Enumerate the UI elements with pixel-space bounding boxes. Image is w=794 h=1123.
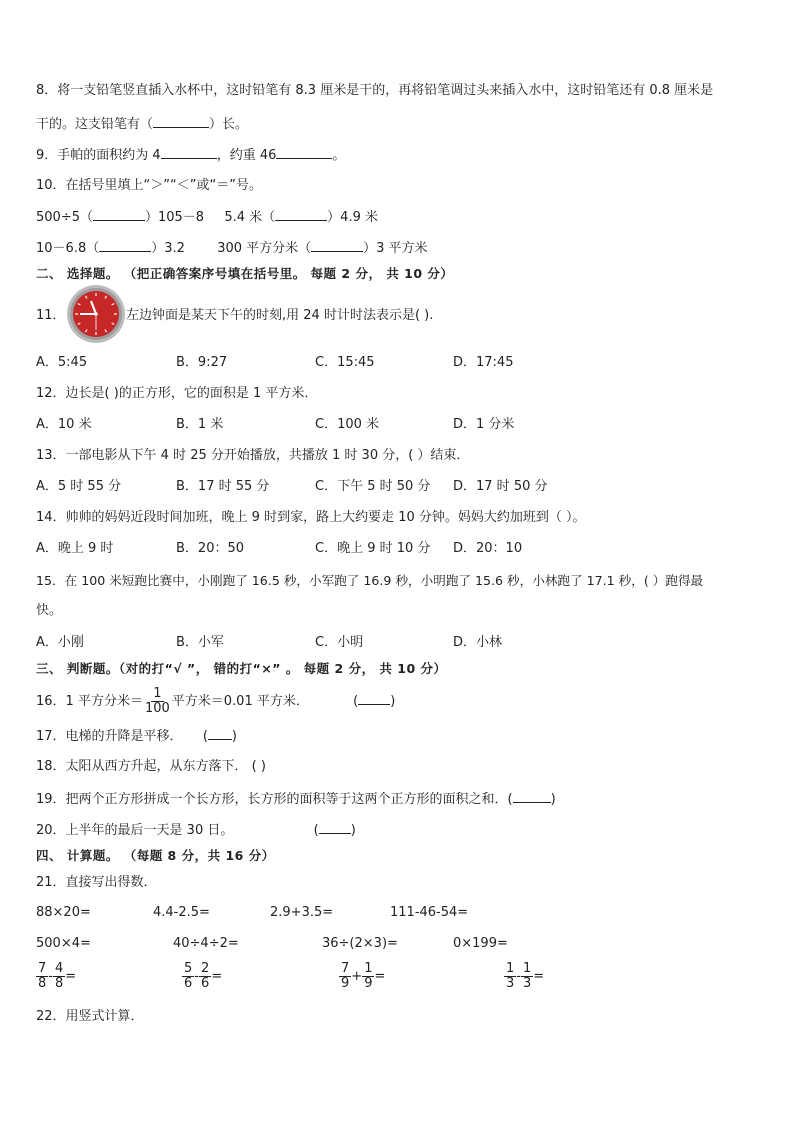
q20-paren-open: (	[313, 823, 319, 838]
q21-r2-c3: 36÷(2×3)=	[322, 936, 398, 951]
q21-f4-b	[521, 962, 533, 991]
q14-option-c[interactable]: C．晚上 9 时 10 分	[315, 541, 431, 556]
q13-option-d[interactable]: D．17 时 50 分	[453, 479, 548, 494]
q17-answer-blank[interactable]	[208, 727, 232, 740]
q18-text: 18．太阳从西方升起，从东方落下． ( )	[36, 759, 266, 774]
q22-title: 22．用竖式计算．	[36, 1009, 144, 1024]
q9-blank-2[interactable]	[276, 146, 332, 159]
q12-option-b[interactable]: B．1 米	[176, 417, 224, 432]
q21-f3-a-den: 9	[341, 976, 350, 991]
q9-blank-1[interactable]	[161, 146, 217, 159]
q8-line1: 8．将一支铅笔竖直插入水杯中，这时铅笔有 8.3 厘米是干的，再将铅笔调过头来插入水中，这时铅笔还有 0.8 厘米是	[36, 83, 714, 98]
q10-r2-c: 300 平方分米（	[217, 241, 312, 256]
q21-f1-a-num: 7	[38, 961, 47, 976]
wall-clock-icon	[66, 284, 126, 344]
q8-answer-blank[interactable]	[153, 115, 209, 128]
q21-f2-a-num: 5	[184, 961, 193, 976]
q21-f1-eq: =	[65, 969, 77, 984]
q16-line	[36, 686, 395, 718]
q21-title: 21．直接写出得数．	[36, 875, 157, 890]
q21-f4-a	[504, 962, 516, 991]
q21-f3-b	[362, 962, 374, 991]
q9-line	[36, 146, 345, 165]
q21-f4-eq: =	[533, 969, 545, 984]
q13-option-b[interactable]: B．17 时 55 分	[176, 479, 270, 494]
q10-r1-d: ）4.9 米	[327, 210, 378, 225]
q21-r2-c2: 40÷4÷2=	[173, 936, 239, 951]
q17-paren-open: (	[202, 729, 208, 744]
q8-line2	[36, 115, 248, 134]
q15-line1: 15．在 100 米短跑比赛中，小刚跑了 16.5 秒，小军跑了 16.9 秒，小明跑了 15.6 秒，小林跑了 17.1 秒，( ）跑得最	[36, 573, 704, 588]
q20-line	[36, 821, 356, 840]
q16-text-b: 平方米＝0.01 平方米．	[171, 694, 309, 709]
q19-paren-close: )	[550, 792, 556, 807]
q10-r1-c: 5.4 米（	[224, 210, 276, 225]
q21-f4-a-den: 3	[506, 976, 515, 991]
q21-r1-c1: 88×20=	[36, 905, 91, 920]
q16-paren-close: )	[390, 694, 396, 709]
q11-option-d[interactable]: D．17:45	[453, 355, 514, 370]
q21-r1-c4: 111-46-54=	[390, 905, 469, 920]
q14-option-a[interactable]: A．晚上 9 时	[36, 541, 114, 556]
q9-text-a: 9．手帕的面积约为 4	[36, 148, 161, 163]
q21-r1-c3: 2.9+3.5=	[270, 905, 334, 920]
q11-text: 左边钟面是某天下午的时刻,用 24 时计时法表示是( ).	[126, 308, 434, 323]
q13-option-c[interactable]: C．下午 5 时 50 分	[315, 479, 431, 494]
q21-f3-a	[339, 962, 351, 991]
q21-f1-b-num: 4	[54, 961, 64, 976]
q20-text: 20．上半年的最后一天是 30 日。	[36, 823, 234, 838]
q11-option-c[interactable]: C．15:45	[315, 355, 375, 370]
q21-f1-a	[36, 962, 48, 991]
q21-f2-op: -	[194, 969, 199, 984]
q15-option-b[interactable]: B．小军	[176, 635, 224, 650]
q11-option-b[interactable]: B．9:27	[176, 355, 228, 370]
q21-frac-expr-1	[36, 962, 76, 991]
q12-text: 12．边长是( )的正方形，它的面积是 1 平方米．	[36, 386, 318, 401]
q8-text-b: ）长。	[209, 117, 249, 132]
q21-f3-op: +	[351, 969, 363, 984]
q11-option-a[interactable]: A．5:45	[36, 355, 88, 370]
q16-denominator: 100	[144, 701, 170, 716]
q12-option-d[interactable]: D．1 分米	[453, 417, 515, 432]
q15-line2: 快。	[36, 603, 63, 618]
q9-text-c: 。	[332, 148, 346, 163]
q17-line	[36, 727, 237, 746]
q12-option-c[interactable]: C．100 米	[315, 417, 380, 432]
section-4-heading: 四、 计算题。 （每题 8 分，共 16 分）	[36, 848, 275, 863]
q21-f3-b-num: 1	[364, 961, 373, 976]
q21-f2-a-den: 6	[184, 976, 193, 991]
q21-r1-c2: 4.4-2.5=	[153, 905, 210, 920]
q14-option-d[interactable]: D．20：10	[453, 541, 523, 556]
q21-frac-expr-3	[339, 962, 385, 991]
q20-paren-close: )	[350, 823, 356, 838]
q10-title: 10．在括号里填上“＞”“＜”或“＝”号。	[36, 178, 262, 193]
q21-f4-op: -	[516, 969, 521, 984]
q11-number: 11．	[36, 308, 66, 323]
q19-text: 19．把两个正方形拼成一个长方形，长方形的面积等于这两个正方形的面积之和．(	[36, 792, 513, 807]
q21-f2-b-num: 2	[200, 961, 210, 976]
q12-option-a[interactable]: A．10 米	[36, 417, 92, 432]
q16-answer-blank[interactable]	[358, 692, 390, 705]
q21-f2-b	[199, 962, 211, 991]
q13-option-a[interactable]: A．5 时 55 分	[36, 479, 122, 494]
q21-f1-a-den: 8	[38, 976, 47, 991]
q21-f3-a-num: 7	[341, 961, 350, 976]
q21-f4-b-den: 3	[522, 976, 532, 991]
q21-f2-eq: =	[211, 969, 223, 984]
q19-line	[36, 790, 556, 809]
q21-frac-expr-2	[182, 962, 222, 991]
q10-row2	[36, 239, 428, 258]
q10-r2-d: ）3 平方米	[363, 241, 428, 256]
q21-r2-c4: 0×199=	[453, 936, 508, 951]
q10-r2-a: 10－6.8（	[36, 241, 100, 256]
q14-text: 14．帅帅的妈妈近段时间加班，晚上 9 时到家，路上大约要走 10 分钟。妈妈大约加班到（ ）。	[36, 510, 586, 525]
q21-f3-eq: =	[374, 969, 386, 984]
q16-text-a: 16．1 平方分米＝	[36, 694, 143, 709]
q17-text: 17．电梯的升降是平移．	[36, 729, 183, 744]
q15-option-a[interactable]: A．小刚	[36, 635, 84, 650]
q10-r1-blank2[interactable]	[275, 208, 327, 221]
q21-f1-op: -	[48, 969, 53, 984]
q21-f4-b-num: 1	[522, 961, 532, 976]
section-2-heading: 二、 选择题。 （把正确答案序号填在括号里。 每题 2 分， 共 10 分）	[36, 266, 454, 281]
q21-f4-a-num: 1	[506, 961, 515, 976]
q21-frac-expr-4	[504, 962, 544, 991]
q19-answer-blank[interactable]	[513, 790, 551, 803]
q10-r1-blank1[interactable]	[93, 208, 145, 221]
q16-numerator: 1	[153, 686, 162, 701]
q20-answer-blank[interactable]	[319, 821, 351, 834]
q15-option-d[interactable]: D．小林	[453, 635, 503, 650]
q21-f1-b-den: 8	[54, 976, 64, 991]
section-3-heading: 三、 判断题。（对的打“√ ”， 错的打“×” 。 每题 2 分， 共 10 分）	[36, 661, 447, 676]
q9-text-b: ，约重 46	[216, 148, 277, 163]
q15-option-c[interactable]: C．小明	[315, 635, 364, 650]
q21-f3-b-den: 9	[364, 976, 373, 991]
q10-r1-b: ）105－8	[144, 210, 205, 225]
q16-paren-open: (	[353, 694, 359, 709]
q21-f1-b	[53, 962, 65, 991]
q17-paren-close: )	[231, 729, 237, 744]
q10-r2-blank2[interactable]	[311, 239, 363, 252]
q8-text-a: 干的。这支铅笔有（	[36, 117, 154, 132]
q10-r2-b: ）3.2	[151, 241, 185, 256]
q16-fraction	[143, 687, 172, 716]
q14-option-b[interactable]: B．20：50	[176, 541, 245, 556]
q21-f2-a	[182, 962, 194, 991]
q10-r1-a: 500÷5（	[36, 210, 93, 225]
q10-r2-blank1[interactable]	[99, 239, 151, 252]
q10-row1	[36, 208, 378, 227]
q21-f2-b-den: 6	[200, 976, 210, 991]
q21-r2-c1: 500×4=	[36, 936, 91, 951]
q13-text: 13．一部电影从下午 4 时 25 分开始播放，共播放 1 时 30 分，( ）结束．	[36, 448, 470, 463]
